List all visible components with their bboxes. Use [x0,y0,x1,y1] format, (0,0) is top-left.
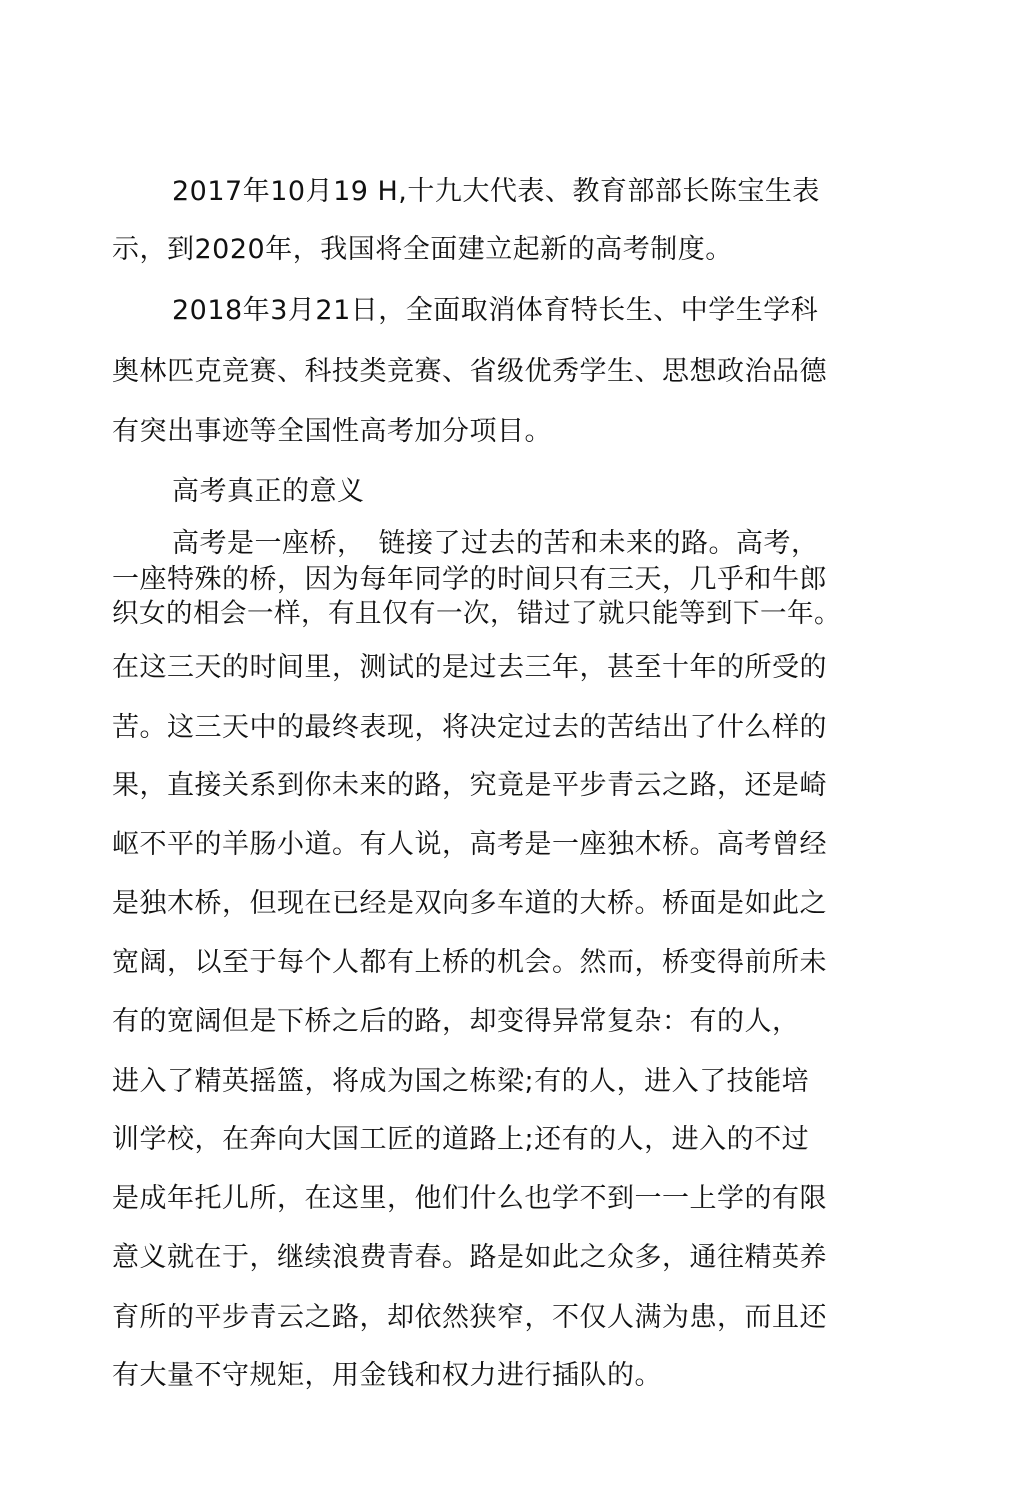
paragraph-line: 在这三天的时间里，测试的是过去三年，甚至十年的所受的 [112,652,827,683]
paragraph-line: 有突出事迹等全国性高考加分项目。 [112,416,552,447]
section-heading: 高考真正的意义 [172,476,365,507]
paragraph-line: 示，到2020年，我国将全面建立起新的高考制度。 [112,234,733,265]
paragraph-line: 2017年10月19 H,十九大代表、教育部部长陈宝生表 [172,176,820,207]
paragraph-line: 进入了精英摇篮，将成为国之栋梁;有的人，进入了技能培 [112,1066,810,1097]
paragraph-line: 是独木桥，但现在已经是双向多车道的大桥。桥面是如此之 [112,888,827,919]
paragraph-line: 有大量不守规矩，用金钱和权力进行插队的。 [112,1360,662,1391]
paragraph-line: 果，直接关系到你未来的路，究竟是平步青云之路，还是崎 [112,770,827,801]
paragraph-line: 苦。这三天中的最终表现，将决定过去的苦结出了什么样的 [112,712,827,743]
paragraph-line: 织女的相会一样，有且仅有一次，错过了就只能等到下一年。 [112,598,841,629]
paragraph-line: 高考是一座桥， 链接了过去的苦和未来的路。高考， [172,528,819,559]
paragraph-line: 意义就在于，继续浪费青春。路是如此之众多，通往精英养 [112,1242,827,1273]
paragraph-line: 奥林匹克竞赛、科技类竞赛、省级优秀学生、思想政治品德 [112,356,827,387]
paragraph-line: 是成年托儿所，在这里，他们什么也学不到一一上学的有限 [112,1183,827,1214]
paragraph-line: 有的宽阔但是下桥之后的路，却变得异常复杂：有的人， [112,1006,800,1037]
paragraph-line: 育所的平步青云之路，却依然狭窄，不仅人满为患，而且还 [112,1302,827,1333]
paragraph-line: 2018年3月21日，全面取消体育特长生、中学生学科 [172,295,819,326]
paragraph-line: 一座特殊的桥，因为每年同学的时间只有三天，几乎和牛郎 [112,564,827,595]
paragraph-line: 训学校，在奔向大国工匠的道路上;还有的人，进入的不过 [112,1124,810,1155]
paragraph-line: 宽阔，以至于每个人都有上桥的机会。然而，桥变得前所未 [112,947,827,978]
paragraph-line: 岖不平的羊肠小道。有人说，高考是一座独木桥。高考曾经 [112,829,827,860]
